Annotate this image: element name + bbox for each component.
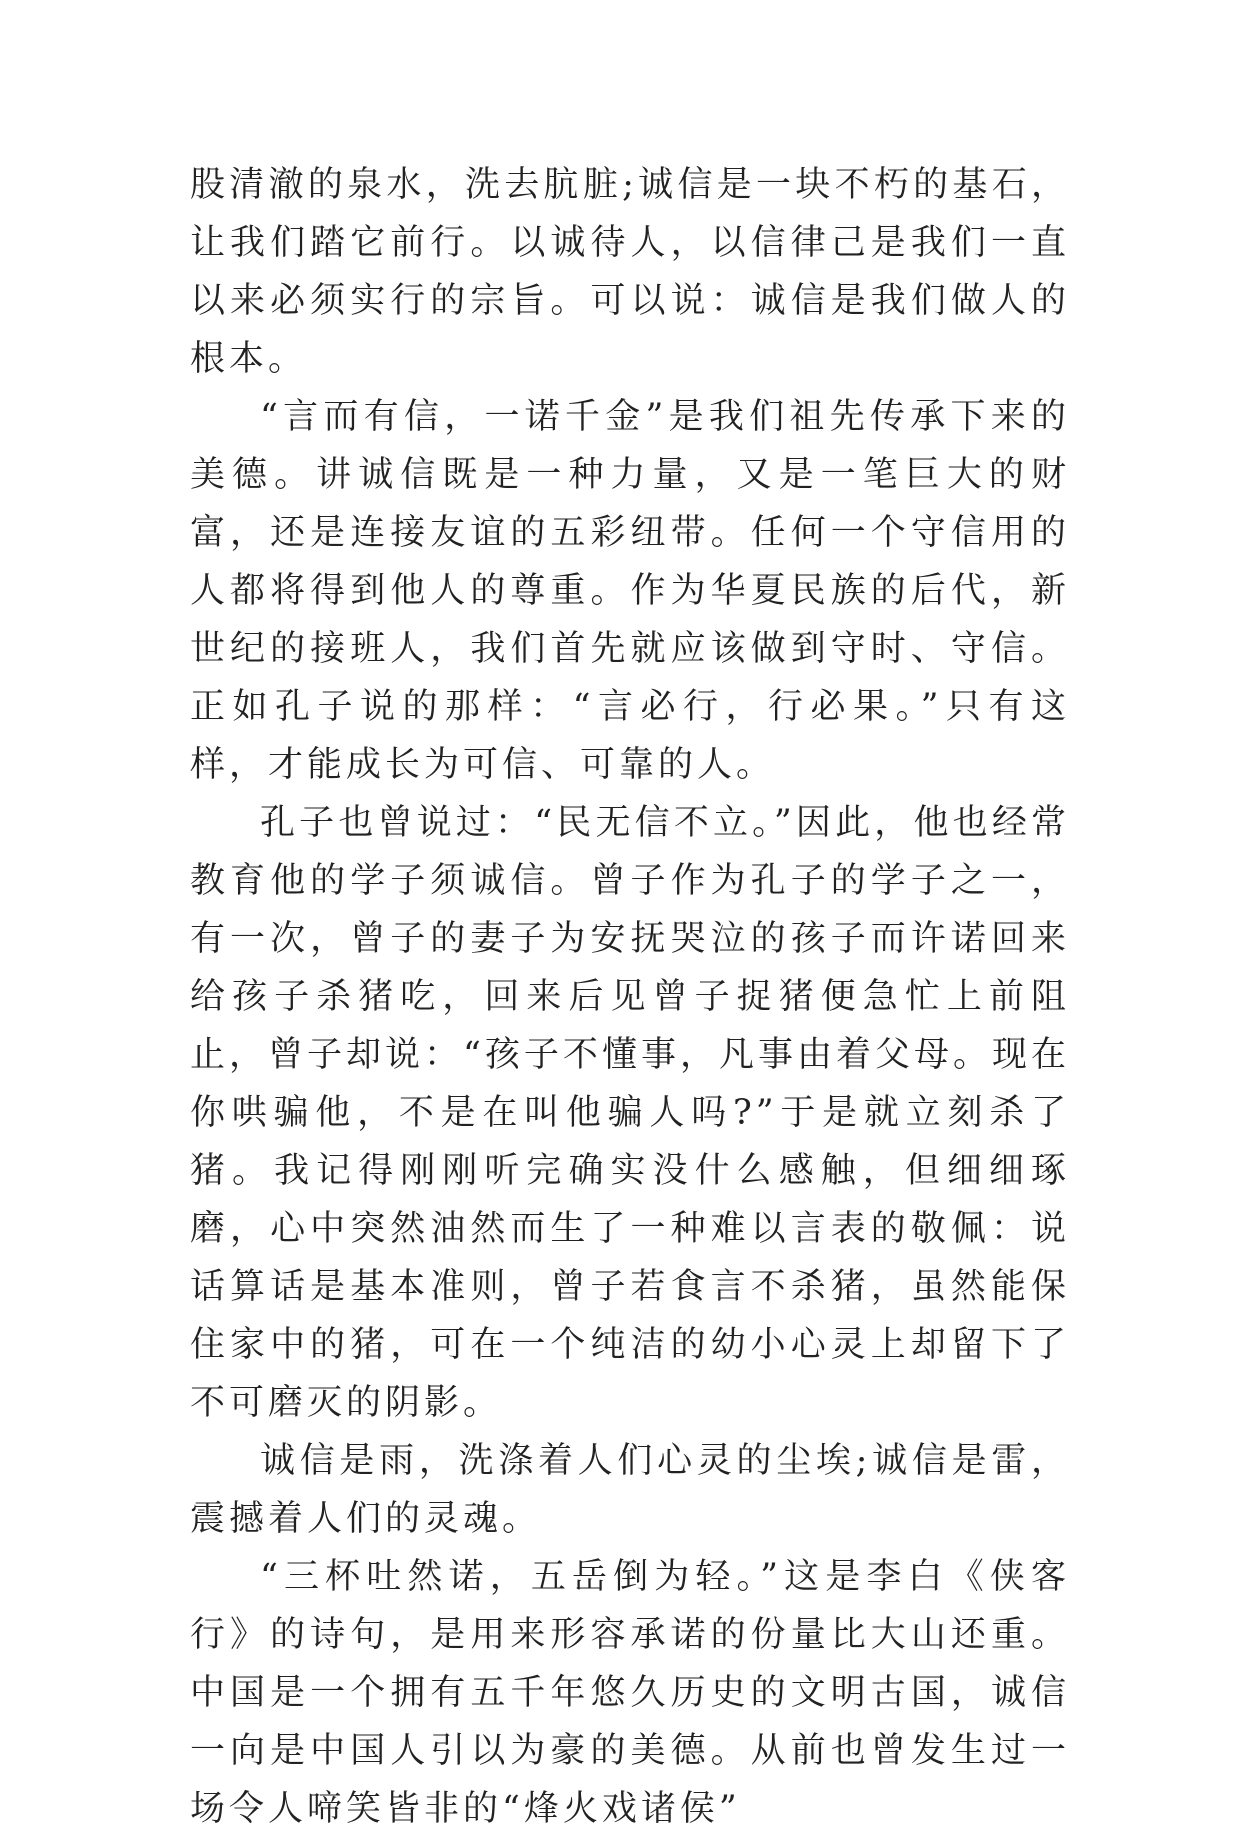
paragraph-4: 诚信是雨，洗涤着人们心灵的尘埃;诚信是雷，震撼着人们的灵魂。	[190, 1441, 1070, 1539]
paragraph-1: 股清澈的泉水，洗去肮脏;诚信是一块不朽的基石，让我们踏它前行。以诚待人，以信律己是我们一直以来必须实行的宗旨。可以说：诚信是我们做人的根本。	[190, 165, 1070, 379]
document-body	[190, 156, 1070, 1838]
paragraph-3: 孔子也曾说过：“民无信不立。”因此，他也经常教育他的学子须诚信。曾子作为孔子的学子之一，有一次，曾子的妻子为安抚哭泣的孩子而许诺回来给孩子杀猪吃，回来后见曾子捉猪便急忙上前阻止，曾子却说：“孩子不懂事，凡事由着父母。现在你哄骗他，不是在叫他骗人吗?”于是就立刻杀了猪。我记得刚刚听完确实没什么感触，但细细琢磨，心中突然油然而生了一种难以言表的敬佩：说话算话是基本准则，曾子若食言不杀猪，虽然能保住家中的猪，可在一个纯洁的幼小心灵上却留下了不可磨灭的阴影。	[190, 803, 1070, 1423]
paragraph-5: “三杯吐然诺，五岳倒为轻。”这是李白《侠客行》的诗句，是用来形容承诺的份量比大山还重。中国是一个拥有五千年悠久历史的文明古国，诚信一向是中国人引以为豪的美德。从前也曾发生过一场令人啼笑皆非的“烽火戏诸侯”	[190, 1557, 1070, 1829]
paragraph-2: “言而有信，一诺千金”是我们祖先传承下来的美德。讲诚信既是一种力量，又是一笔巨大的财富，还是连接友谊的五彩纽带。任何一个守信用的人都将得到他人的尊重。作为华夏民族的后代，新世纪的接班人，我们首先就应该做到守时、守信。正如孔子说的那样：“言必行，行必果。”只有这样，才能成长为可信、可靠的人。	[190, 397, 1070, 785]
